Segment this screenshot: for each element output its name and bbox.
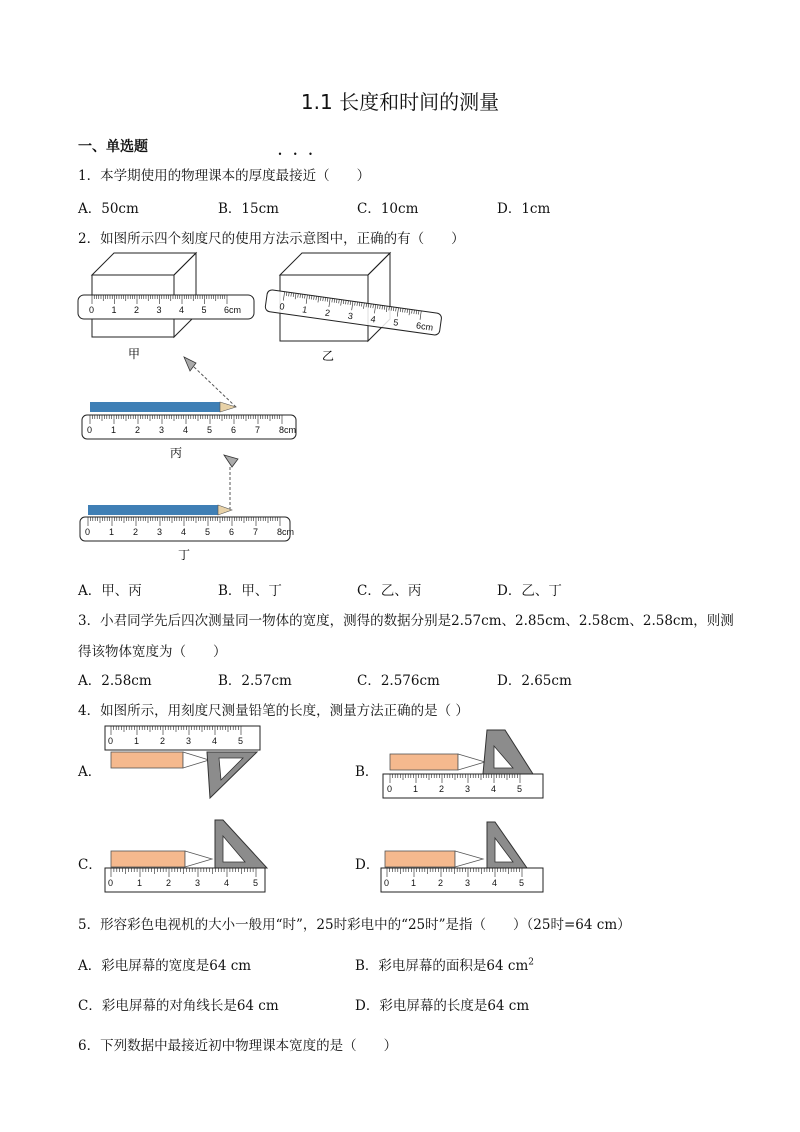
question-2: 2．如图所示四个刻度尺的使用方法示意图中，正确的有（ ） bbox=[78, 231, 465, 247]
caption-bing: 丙 bbox=[170, 446, 183, 460]
ruler-label: 4 bbox=[179, 305, 185, 315]
ruler-label: 4 bbox=[369, 313, 377, 325]
emphasis-dots: • • • bbox=[277, 150, 317, 159]
ruler-label: 8cm bbox=[277, 527, 295, 537]
q4-option-d[interactable]: D． bbox=[355, 857, 380, 873]
figure-option-b bbox=[383, 730, 543, 798]
ruler-label: 0 bbox=[87, 425, 93, 435]
question-4: 4．如图所示，用刻度尺测量铅笔的长度，测量方法正确的是（ ） bbox=[78, 703, 469, 719]
ruler-label: 5 bbox=[519, 878, 525, 888]
ruler-label: 3 bbox=[465, 784, 471, 794]
ruler-label: 3 bbox=[347, 310, 354, 322]
q1-emphasis: • • • 最接近 bbox=[275, 150, 317, 184]
caption-yi: 乙 bbox=[322, 349, 335, 363]
ruler-label: 2 bbox=[134, 305, 140, 315]
ruler-label: 0 bbox=[387, 784, 393, 794]
ruler-label: 2 bbox=[324, 307, 331, 319]
ruler-label: 2 bbox=[166, 878, 172, 888]
ruler-label: 6 bbox=[229, 527, 235, 537]
superscript: 2 bbox=[528, 957, 534, 968]
question-1: 1．本学期使用的物理课本的厚度 • • • 最接近（ ） bbox=[78, 150, 371, 184]
ruler-label: 5 bbox=[238, 736, 244, 746]
ruler-label: 6cm bbox=[224, 305, 242, 315]
ruler-label: 7 bbox=[253, 527, 259, 537]
ruler-label: 0 bbox=[89, 305, 95, 315]
ruler-label: 2 bbox=[133, 527, 139, 537]
figure-jia bbox=[78, 253, 254, 337]
ruler-label: 5 bbox=[253, 878, 259, 888]
ruler-label: 2 bbox=[438, 878, 444, 888]
ruler-label: 1 bbox=[411, 878, 417, 888]
q4-option-b[interactable]: B． bbox=[355, 764, 379, 780]
q2-figure bbox=[60, 245, 460, 575]
figure-yi bbox=[265, 253, 442, 341]
q1-option-d[interactable]: D．1cm bbox=[497, 201, 551, 217]
ruler-label: 5 bbox=[205, 527, 211, 537]
ruler-label: 3 bbox=[195, 878, 201, 888]
eye-icon bbox=[224, 455, 238, 467]
ruler-label: 3 bbox=[186, 736, 192, 746]
q5-option-c[interactable]: C．彩电屏幕的对角线长是64 cm bbox=[78, 998, 279, 1014]
q1-option-b[interactable]: B．15cm bbox=[218, 201, 279, 217]
ruler-label: 1 bbox=[111, 305, 117, 315]
q5-option-d[interactable]: D．彩电屏幕的长度是64 cm bbox=[355, 998, 530, 1014]
ruler-label: 8cm bbox=[279, 425, 297, 435]
ruler-label: 7 bbox=[255, 425, 261, 435]
ruler-label: 5 bbox=[517, 784, 523, 794]
ruler-label: 6 bbox=[231, 425, 237, 435]
q1-option-c[interactable]: C．10cm bbox=[357, 201, 419, 217]
q2-option-a[interactable]: A．甲、丙 bbox=[78, 583, 142, 599]
ruler-label: 4 bbox=[492, 878, 498, 888]
q2-option-d[interactable]: D．乙、丁 bbox=[497, 583, 562, 599]
q2-option-b[interactable]: B．甲、丁 bbox=[218, 583, 282, 599]
ruler-label: 2 bbox=[135, 425, 141, 435]
ruler-label: 1 bbox=[413, 784, 419, 794]
ruler-label: 0 bbox=[278, 301, 286, 312]
figure-option-c bbox=[105, 820, 267, 892]
figure-bing bbox=[82, 357, 296, 439]
ruler-label: 5 bbox=[392, 317, 400, 328]
caption-jia: 甲 bbox=[128, 347, 141, 361]
ruler-label: 0 bbox=[384, 878, 390, 888]
q1-option-a[interactable]: A．50cm bbox=[78, 201, 139, 217]
ruler-label: 0 bbox=[108, 736, 114, 746]
ruler-label: 5 bbox=[207, 425, 213, 435]
question-3-line-1: 3．小君同学先后四次测量同一物体的宽度，测得的数据分别是2.57cm、2.85cm、2.58cm、2.58cm，则测 bbox=[78, 613, 734, 629]
ruler-label: 1 bbox=[134, 736, 140, 746]
question-5: 5．形容彩色电视机的大小一般用“时”，25时彩电中的“25时”是指（ ）（25时=64 cm） bbox=[78, 917, 631, 933]
ruler-label: 4 bbox=[212, 736, 218, 746]
ruler-label: 3 bbox=[465, 878, 471, 888]
ruler-label: 3 bbox=[156, 305, 162, 315]
ruler-label: 4 bbox=[224, 878, 230, 888]
q3-option-b[interactable]: B．2.57cm bbox=[218, 673, 292, 689]
ruler-label: 4 bbox=[183, 425, 189, 435]
ruler-label: 0 bbox=[108, 878, 114, 888]
q5-option-b[interactable]: B．彩电屏幕的面积是64 $cm^2$ bbox=[355, 957, 534, 974]
ruler-label: 1 bbox=[137, 878, 143, 888]
ruler-label: 2 bbox=[160, 736, 166, 746]
q4-figures bbox=[95, 718, 565, 903]
q3-option-a[interactable]: A．2.58cm bbox=[78, 673, 152, 689]
q4-option-c[interactable]: C． bbox=[78, 857, 102, 873]
ruler-label: 3 bbox=[157, 527, 163, 537]
ruler-label: 3 bbox=[159, 425, 165, 435]
ruler-label: 2 bbox=[439, 784, 445, 794]
figure-option-d bbox=[381, 822, 543, 892]
q1-stem: 1．本学期使用的物理课本的厚度 bbox=[78, 168, 276, 184]
q2-option-c[interactable]: C．乙、丙 bbox=[357, 583, 422, 599]
page-title: 1.1 长度和时间的测量 bbox=[300, 90, 500, 114]
section-heading: 一、单选题 bbox=[78, 139, 148, 155]
ruler-label: 0 bbox=[85, 527, 91, 537]
q4-option-a[interactable]: A． bbox=[78, 764, 102, 780]
caption-ding: 丁 bbox=[178, 548, 191, 562]
ruler-label: 5 bbox=[201, 305, 207, 315]
ruler-label: 1 bbox=[109, 527, 115, 537]
ruler-label: 4 bbox=[491, 784, 497, 794]
figure-ding bbox=[80, 455, 294, 541]
q3-option-c[interactable]: C．2.576cm bbox=[357, 673, 440, 689]
eye-icon bbox=[184, 357, 196, 371]
q3-option-d[interactable]: D．2.65cm bbox=[497, 673, 572, 689]
ruler-label: 1 bbox=[301, 304, 308, 315]
question-6: 6．下列数据中最接近初中物理课本宽度的是（ ） bbox=[78, 1038, 398, 1054]
ruler-label: 4 bbox=[181, 527, 187, 537]
ruler-label: 1 bbox=[111, 425, 117, 435]
question-3-line-2: 得该物体宽度为（ ） bbox=[78, 644, 227, 660]
q5-option-a[interactable]: A．彩电屏幕的宽度是64 cm bbox=[78, 958, 252, 974]
ruler-label: 6cm bbox=[415, 320, 434, 333]
figure-option-a bbox=[105, 726, 260, 798]
